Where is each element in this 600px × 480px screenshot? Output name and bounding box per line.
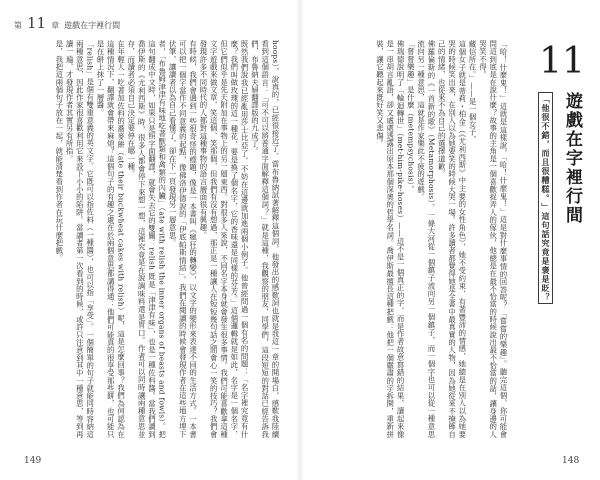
page-number-right: 148 (562, 456, 580, 466)
running-head-suffix: 章 (51, 21, 60, 30)
left-paragraph: 是，我把這兩個句子放在一起，就能清楚看到作者在玩什麼把戲。 (54, 40, 64, 262)
right-paragraph: 佛羅倫斯的《一首新的歌》（Metamorphosis）。一條大河從一個鎮子流向另一個鎮子，而一個字也可以從一種意思流向另一種意思，這就是作家樂此不疲的遊戲。 (416, 40, 436, 438)
right-page (300, 0, 600, 480)
right-paragraph: 藏信所在。」——是一個女子， (468, 40, 478, 144)
right-paragraph: 「哈！什麼鬼！」這就是這樣說，「哈！什麼鬼！」這是對什麼事情的回答呢？「嘗嘗的樂趣」。聽完這個，你可能會問這到底是在說什麼？故事的主角是一個喜歡捉弄人的傢伙，他總是在最不恰當的時候說出最不恰當的話，讓身邊的人哭笑不得。 (478, 40, 508, 438)
right-body-text (310, 40, 508, 438)
chapter-number: 11 (539, 41, 585, 82)
running-head-prefix: 第 (14, 21, 22, 30)
left-paragraph: 「relish」是個有雙重意義的英文字。它既可以指佐料（一種醬），也可以指「享受」。一個簡單的句子就能同時容納這兩種意思，因此作家很喜歡利用它來設下小小的陷阱。當讀者第一次看到的時候，或許只注意到其中一種意思，等到再讀一遍，才發現作者其實另有所指。 (65, 40, 95, 438)
right-paragraph: 這個女子就是蒂莉・柏金（《尤利西斯》中主要的女性角色），她不受約束，有著豐沛的情感，她總是在別人以為她要哭的時候笑出來，在別人以為她要笑的時候大哭一場。許多讀者都覺得她是全書中最真實的人物，因為她從來不掩飾自己的情緒，也從來不為自己的選擇道歉。 (437, 40, 467, 438)
left-paragraph: 在年輕人一吃著加佐料的蕎麥餅（ate their buckwheat cakes with relish）呢，這是怎麼回事？我們為何認為在這種情況下，翻譯就會帶來麻煩？這個句子的有趣之處在於兩個意思都講得通：他們可能真的很享受那些餅，也可能只是在餅上抹了一層醬。 (95, 40, 126, 438)
chapter-subtitle: 「他很不錯，而且很糟糕。」這句話究竟是褒是貶？ (541, 95, 551, 302)
page-number-left: 149 (24, 456, 42, 466)
chapter-title: 遊戲在字裡行間 (562, 92, 582, 225)
running-head-title: 遊戲在字裡行間 (64, 21, 121, 30)
chapter-subtitle-box (538, 92, 553, 304)
left-paragraph: 有時候，我們會遇到一些很奇怪的標題，像是一本書叫《瘋狂的轉變》，以文字的變形來表達不同的生活方式。一本書可以把一個字當作不同意義的起點，像佛洛伊德說的「伊底帕斯情結」。我們在閱讀的時候會發現作者在這些地方埋下伏筆，讓讀者以為自己看懂了，卻在下一頁發現另一層意思。 (168, 40, 198, 438)
running-head (14, 14, 120, 32)
left-paragraph: 既然我們說我已經亂用莎士比亞了，不妨在這邊就加進兩個小例子。他曾經問過一個有名的問題：「名字裡究竟有什麼？我們叫做玫瑰的這一種花，要是換了個名字，它的香味還是同樣的芬芳。」這個邏輯就是如此，名字是一個名字，但它們似乎是先天附加在事物上的另一層東西。對很多人來說，不同名字本身就會發生很多事情。我們可能喜歡拿這種文字遊戲來做文章，笑這個、笑那個，但我們有沒有想過，那正是一種讓人在短短幾句話之間會心一笑的技巧？我們會發現許多不同時代的人都對這種事物的語言層面很有興趣。 (198, 40, 250, 438)
left-paragraph: hoops），說真的，已經很接近了。當布魯納試著解釋這個詞，他發出的感歎詞也就是我這一章的開場白，感歎我陸續看到這個語言：「可不可以將普通字面解釋這個詞？」就是這種，我觀察的朋友，同學們，這段短短的對話已經告訴我們，布魯納夫婦翻譯版的九成了。 (250, 40, 280, 438)
right-paragraph: 「嘗嘗樂趣」是什麼（metempsychosis）。 (406, 40, 416, 194)
left-body-text (18, 40, 280, 438)
right-paragraph: 佛瑞德說明了「輪迴轉世」（met-him-pike-hoses）——這不是一個真正的字，而是作者故意寫錯的結果，讀起來像是一串胡言亂語，卻又處處透露出原本那個深奧的哲學名詞。喬伊斯最擅長這種把戲：他把一個嚴肅的字拆開，重新拼裝，讓它聽起來既好笑又悲傷。 (375, 40, 406, 438)
running-head-chapter-number: 11 (27, 14, 47, 32)
left-paragraph: 者，「布魯姆津津有味地吃著獸類和禽類的內臟」（ate with relish the inner organs of beasts and fowls）。把這句翻成中文時，如果只是照字面翻譯，就會失去它的雙關：relish 既是「津津有味」，也是一種佐料醬。當我們讀到喬伊斯的《尤利西斯》時，很多人都會停下來想一想，這裡究竟是在說調味料還是胃口。作者可以同時讓兩種意思並存，而讀者必須自己決定要停在哪一種。 (126, 40, 167, 438)
